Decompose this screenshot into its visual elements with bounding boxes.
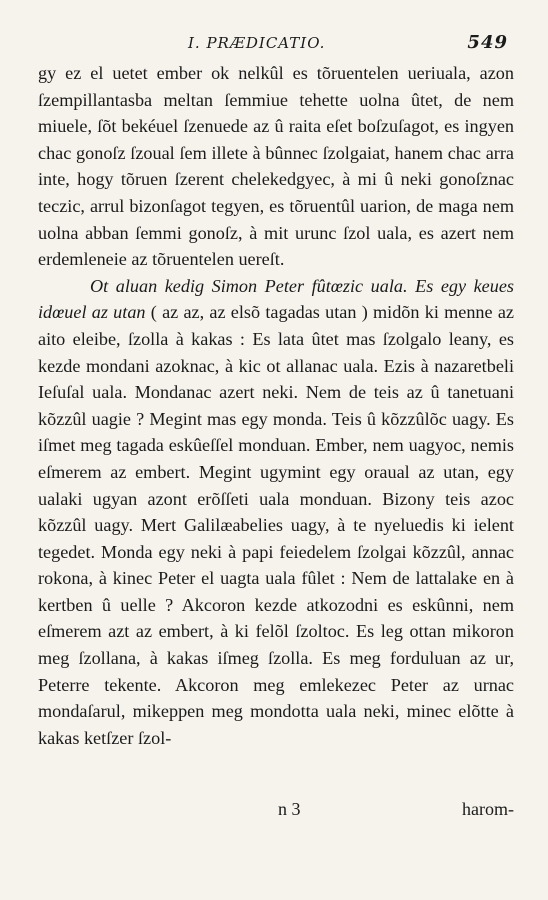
paragraph-2 bbox=[38, 273, 514, 752]
running-header bbox=[38, 28, 514, 60]
signature-mark: n 3 bbox=[278, 799, 301, 819]
page-number: 549 bbox=[467, 32, 508, 53]
catchword: harom- bbox=[462, 799, 514, 819]
page-footer bbox=[38, 799, 514, 825]
paragraph-1: gy ez el uetet ember ok nelkûl es tõruentelen ueriuala, azon ſzempillantasba meltan ſemmiue tehette uolna ûtet, de nem miuele, ſõt bekéuel ſzenuede az û raita eſet boſzuſagot, es ingyen chac gonoſz ſzoual ſem illete à bûnnec ſzolgaiat, hanem chac arra inte, hogy tõruen ſzerent chelekedgyec, à mi û neki gonoſznac teczic, arrul bizonſagot tegyen, es tõruentûl uarion, de maga nem uolna abban ſemmi gonoſz, à mit urunc ſzol uala, es azert nem erdemleneie az tõruentelen uereſt. bbox=[38, 63, 514, 270]
body-text bbox=[38, 60, 514, 751]
running-title: I. PRÆDICATIO. bbox=[188, 34, 326, 52]
paragraph-2-text: ( az az, az elsõ tagadas utan ) midõn ki menne az aito eleibe, ſzolla à kakas : Es lata ûtet mas ſzolgalo leany, es kezde mondani azoknac, à kic ot allanac uala. Ezis à nazaretbeli Ieſuſal uala. Mondanac azert neki. Nem de teis az û tanetuani kõzzûl uagie ? Megint mas egy monda. Teis û kõzzûlõc uagy. Es iſmet meg tagada eskûeſſel monduan. Ember, nem uagyoc, nemis eſmerem az embert. Megint ugymint egy oraual az utan, egy ualaki ugyan azont erõſſeti uala monduan. Bizony teis azoc kõzzûl uagy. Mert Galilæabelies uagy, à te nyeluedis ki ielent tegedet. Monda egy neki à papi feiedelem ſzolgai kõzzûl, annac rokona, à kinec Peter el uagta uala fûlet : Nem de lattalake en à kertben û uelle ? Akcoron kezde atkozodni es eskûnni, nem eſmerem azt az embert, à ki felõl ſzoltoc. Es leg ottan mikoron meg ſzollana, à kakas iſmeg ſzolla. Es meg forduluan az ur, Peterre tekente. Akcoron meg emlekezec Peter az urnac mondaſarul, mikeppen meg mondotta uala neki, minec elõtte à kakas ketſzer ſzol- bbox=[38, 302, 514, 748]
gospel-quote-italic: Ot aluan kedig Simon Peter fûtœzic uala. Es egy keues idœuel az utan bbox=[38, 275, 514, 323]
